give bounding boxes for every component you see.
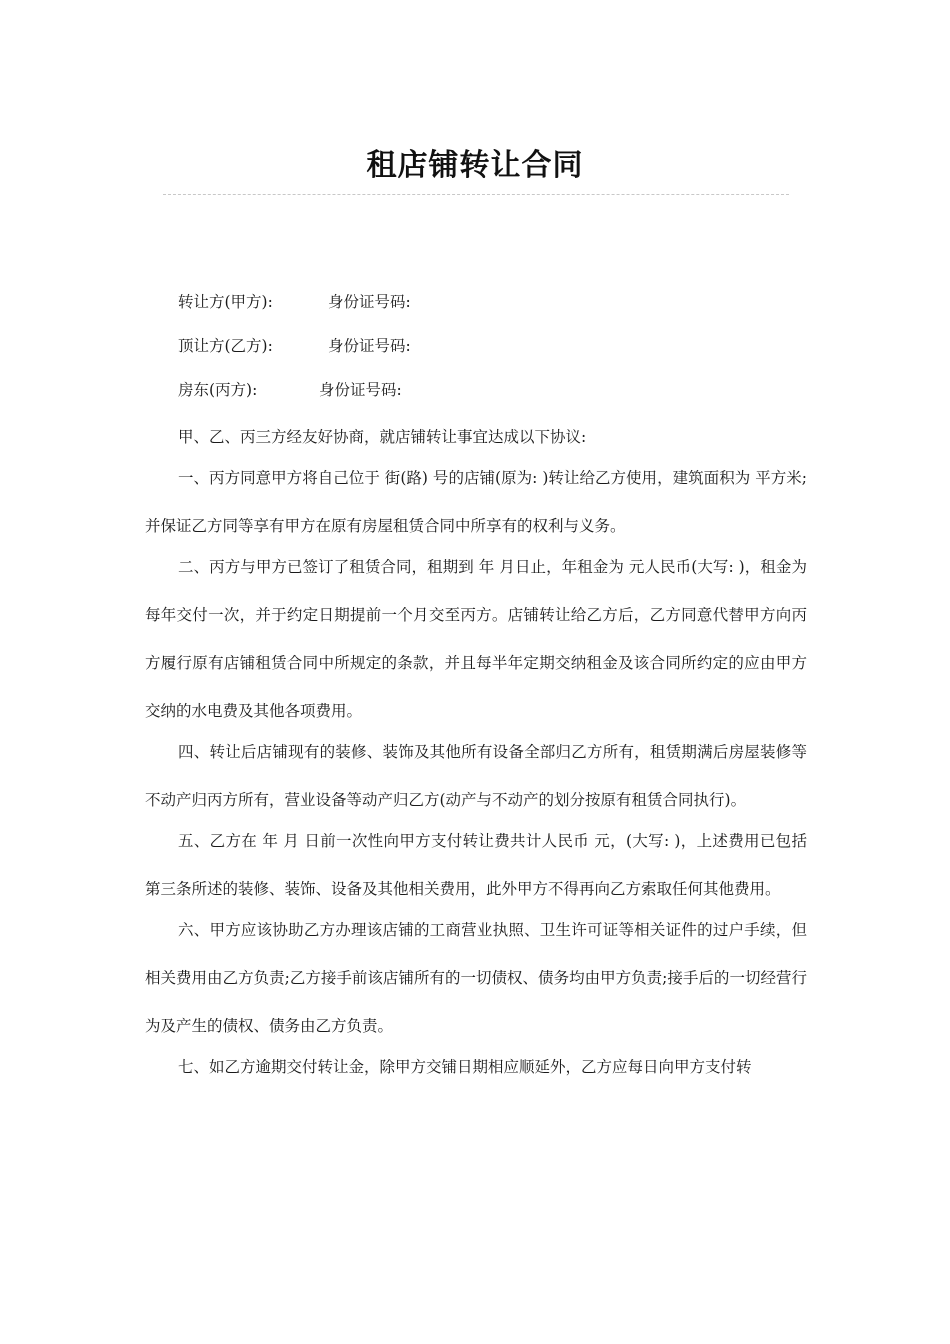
id-number-label: 身份证号码: — [328, 337, 411, 355]
party-line-transferor — [145, 287, 807, 331]
party-line-transferee — [145, 331, 807, 375]
party-label: 转让方(甲方): — [178, 293, 273, 311]
document-title: 租店铺转让合同 — [366, 148, 584, 183]
party-label: 房东(丙方): — [178, 381, 258, 399]
id-number-label: 身份证号码: — [319, 381, 402, 399]
paragraph-clause-5: 五、乙方在 年 月 日前一次性向甲方支付转让费共计人民币 元，(大写: )，上述费用已包括第三条所述的装修、装饰、设备及其他相关费用，此外甲方不得再向乙方索取任何其他费用。 — [145, 832, 807, 898]
paragraph-preamble: 甲、乙、丙三方经友好协商，就店铺转让事宜达成以下协议: — [178, 428, 587, 446]
paragraph-clause-4: 四、转让后店铺现有的装修、装饰及其他所有设备全部归乙方所有，租赁期满后房屋装修等不动产归丙方所有，营业设备等动产归乙方(动产与不动产的划分按原有租赁合同执行)。 — [145, 743, 807, 809]
paragraph-clause-1: 一、丙方同意甲方将自己位于 街(路) 号的店铺(原为: )转让给乙方使用，建筑面积为 平方米;并保证乙方同等享有甲方在原有房屋租赁合同中所享有的权利与义务。 — [145, 469, 807, 535]
paragraph-clause-6: 六、甲方应该协助乙方办理该店铺的工商营业执照、卫生许可证等相关证件的过户手续，但相关费用由乙方负责;乙方接手前该店铺所有的一切债权、债务均由甲方负责;接手后的一切经营行为及产生的债权、债务由乙方负责。 — [145, 921, 807, 1035]
party-label: 顶让方(乙方): — [178, 337, 273, 355]
paragraph-clause-2: 二、丙方与甲方已签订了租赁合同，租期到 年 月日止，年租金为 元人民币(大写: )，租金为每年交付一次，并于约定日期提前一个月交至丙方。店铺转让给乙方后，乙方同意代替甲方向丙方履行原有店铺租赁合同中所规定的条款，并且每半年定期交纳租金及该合同所约定的应由甲方交纳的水电费及其他各项费用。 — [145, 558, 807, 720]
title-divider — [163, 194, 789, 195]
id-number-label: 身份证号码: — [328, 293, 411, 311]
document-body — [145, 287, 807, 1091]
paragraph-clause-7: 七、如乙方逾期交付转让金，除甲方交铺日期相应顺延外，乙方应每日向甲方支付转 — [178, 1058, 752, 1076]
